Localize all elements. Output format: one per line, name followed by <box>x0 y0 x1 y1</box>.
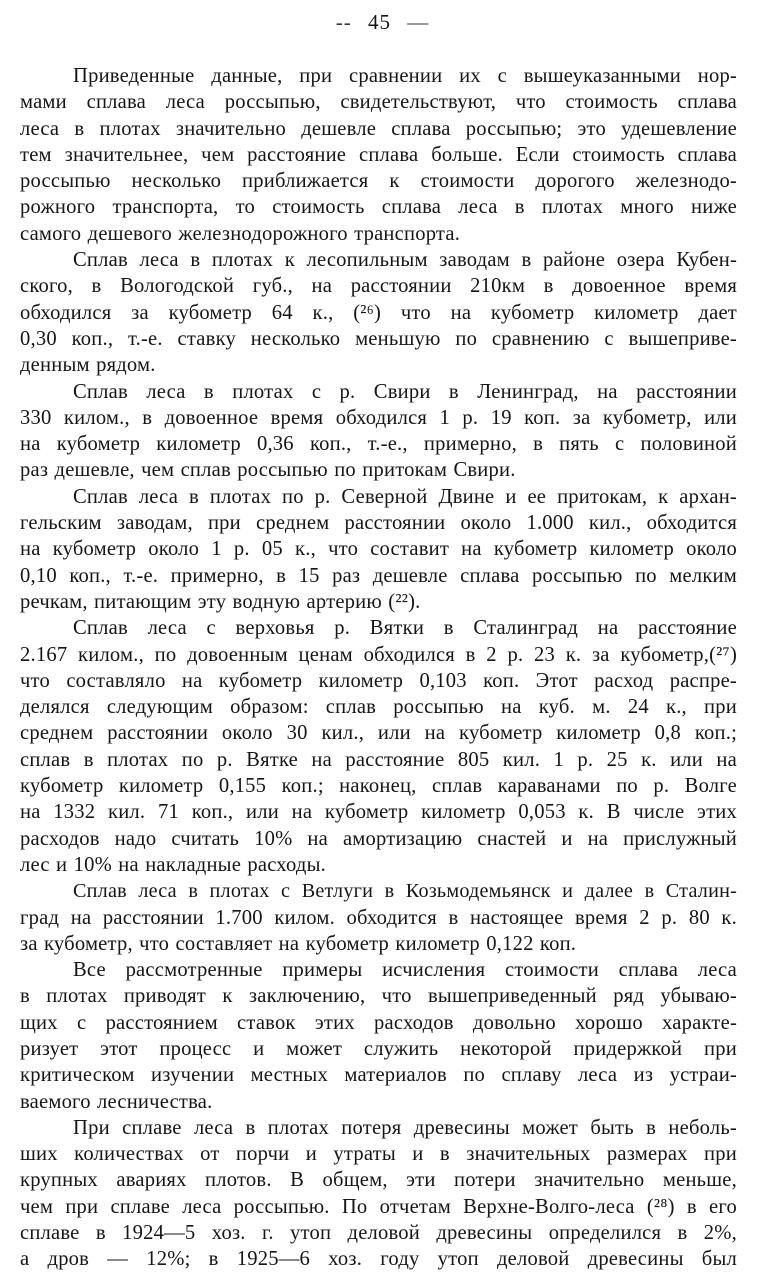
page-header <box>0 9 765 35</box>
text-line: обходился за кубометр 64 к., (²⁶) что на кубометр километр дает <box>20 301 737 324</box>
text-line: Сплав леса в плотах к лесопильным заводам в районе озера Кубен- <box>73 249 737 272</box>
text-line: за кубометр, что составляет на кубометр километр 0,122 коп. <box>20 932 577 955</box>
text-line: лес и 10% на накладные расходы. <box>20 853 326 876</box>
text-line: расходов надо считать 10% на амортизацию снастей и на прислужный <box>20 827 737 850</box>
paragraph <box>20 247 737 378</box>
text-line: Сплав леса в плотах по р. Северной Двине и ее притокам, к архан- <box>73 485 737 508</box>
paragraph <box>20 878 737 957</box>
text-line: речкам, питающим эту водную артерию (²²). <box>20 590 421 613</box>
header-dash-right: — <box>407 10 430 34</box>
text-line: ризует этот процесс и может служить некоторой придержкой при <box>20 1037 737 1060</box>
text-line: щих с расстоянием ставок этих расходов довольно хорошо характе- <box>20 1011 737 1034</box>
text-line: в плотах приводят к заключению, что вышеприведенный ряд убываю- <box>20 985 737 1008</box>
text-line: сплаве в 1924—5 хоз. г. утоп деловой древесины определился в 2%, <box>20 1222 737 1245</box>
text-line: 0,10 коп., т.-е. примерно, в 15 раз дешевле сплава россыпью по мелким <box>20 564 737 587</box>
text-line: россыпью несколько приближается к стоимости дорогого железнодо- <box>20 170 737 193</box>
text-line: мами сплава леса россыпью, свидетельствуют, что стоимость сплава <box>20 91 737 114</box>
text-line: Сплав леса в плотах с Ветлуги в Козьмодемьянск и далее в Сталин- <box>73 880 737 903</box>
text-line: денным рядом. <box>20 354 156 377</box>
page-body <box>20 63 737 1273</box>
text-line: критическом изучении местных материалов по сплаву леса из устраи- <box>20 1064 737 1087</box>
text-line: рожного транспорта, то стоимость сплава леса в плотах много ниже <box>20 196 737 219</box>
paragraph <box>20 379 737 484</box>
text-line: на кубометр километр 0,36 коп., т.-е., примерно, в пять с половиной <box>20 433 737 456</box>
text-line: ваемого лесничества. <box>20 1090 213 1113</box>
text-line: делялся следующим образом: сплав россыпью на куб. м. 24 к., при <box>20 696 737 719</box>
text-line: раз дешевле, чем сплав россыпью по притокам Свири. <box>20 459 516 482</box>
text-line: град на расстоянии 1.700 килом. обходится в настоящее время 2 р. 80 к. <box>20 906 737 929</box>
text-line: тем значительнее, чем расстояние сплава больше. Если стоимость сплава <box>20 143 737 166</box>
text-line: кубометр километр 0,155 коп.; наконец, сплав караванами по р. Волге <box>20 775 737 798</box>
text-line: 0,30 коп., т.-е. ставку несколько меньшую по сравнению с вышеприве- <box>20 327 737 350</box>
text-line: а дров — 12%; в 1925—6 хоз. году утоп деловой древесины был <box>20 1248 737 1271</box>
text-line: на кубометр около 1 р. 05 к., что составит на кубометр километр около <box>20 538 737 561</box>
text-line: среднем расстоянии около 30 кил., или на кубометр километр 0,8 коп.; <box>20 722 737 745</box>
paragraph <box>20 615 737 878</box>
header-dash-left: -- <box>335 10 352 34</box>
text-line: ского, в Вологодской губ., на расстоянии 210км в довоенное время <box>20 275 737 298</box>
text-line: 330 килом., в довоенное время обходился 1 р. 19 коп. за кубометр, или <box>20 406 737 429</box>
text-line: Сплав леса с верховья р. Вятки в Сталинград на расстояние <box>73 617 737 640</box>
text-line: Все рассмотренные примеры исчисления стоимости сплава леса <box>73 959 737 982</box>
text-line: леса в плотах значительно дешевле сплава россыпью; это удешевление <box>20 117 737 140</box>
text-line: ших количествах от порчи и утраты и в значительных размерах при <box>20 1143 737 1166</box>
text-line: самого дешевого железнодорожного транспорта. <box>20 222 461 245</box>
text-line: гельским заводам, при среднем расстоянии около 1.000 кил., обходится <box>20 512 737 535</box>
text-line: Сплав леса в плотах с р. Свири в Ленинград, на расстоянии <box>73 380 737 403</box>
text-line: на 1332 кил. 71 коп., или на кубометр километр 0,053 к. В числе этих <box>20 801 737 824</box>
paragraph <box>20 63 737 247</box>
text-line: сплав в плотах по р. Вятке на расстояние 805 кил. 1 р. 25 к. или на <box>20 748 737 771</box>
paragraph <box>20 1115 737 1273</box>
text-line: что составляло на кубометр километр 0,103 коп. Этот расход распре- <box>20 669 737 692</box>
paragraph <box>20 484 737 615</box>
page-number: 45 <box>368 10 391 34</box>
paragraph <box>20 957 737 1115</box>
text-line: Приведенные данные, при сравнении их с вышеуказанными нор- <box>73 65 737 87</box>
text-line: крупных авариях плотов. В общем, эти потери значительно меньше, <box>20 1169 737 1192</box>
text-line: чем при сплаве леса россыпью. По отчетам Верхне-Волго-леса (²⁸) в его <box>20 1195 737 1218</box>
text-line: 2.167 килом., по довоенным ценам обходился в 2 р. 23 к. за кубометр,(²⁷) <box>20 643 737 666</box>
text-line: При сплаве леса в плотах потеря древесины может быть в неболь- <box>73 1116 737 1139</box>
